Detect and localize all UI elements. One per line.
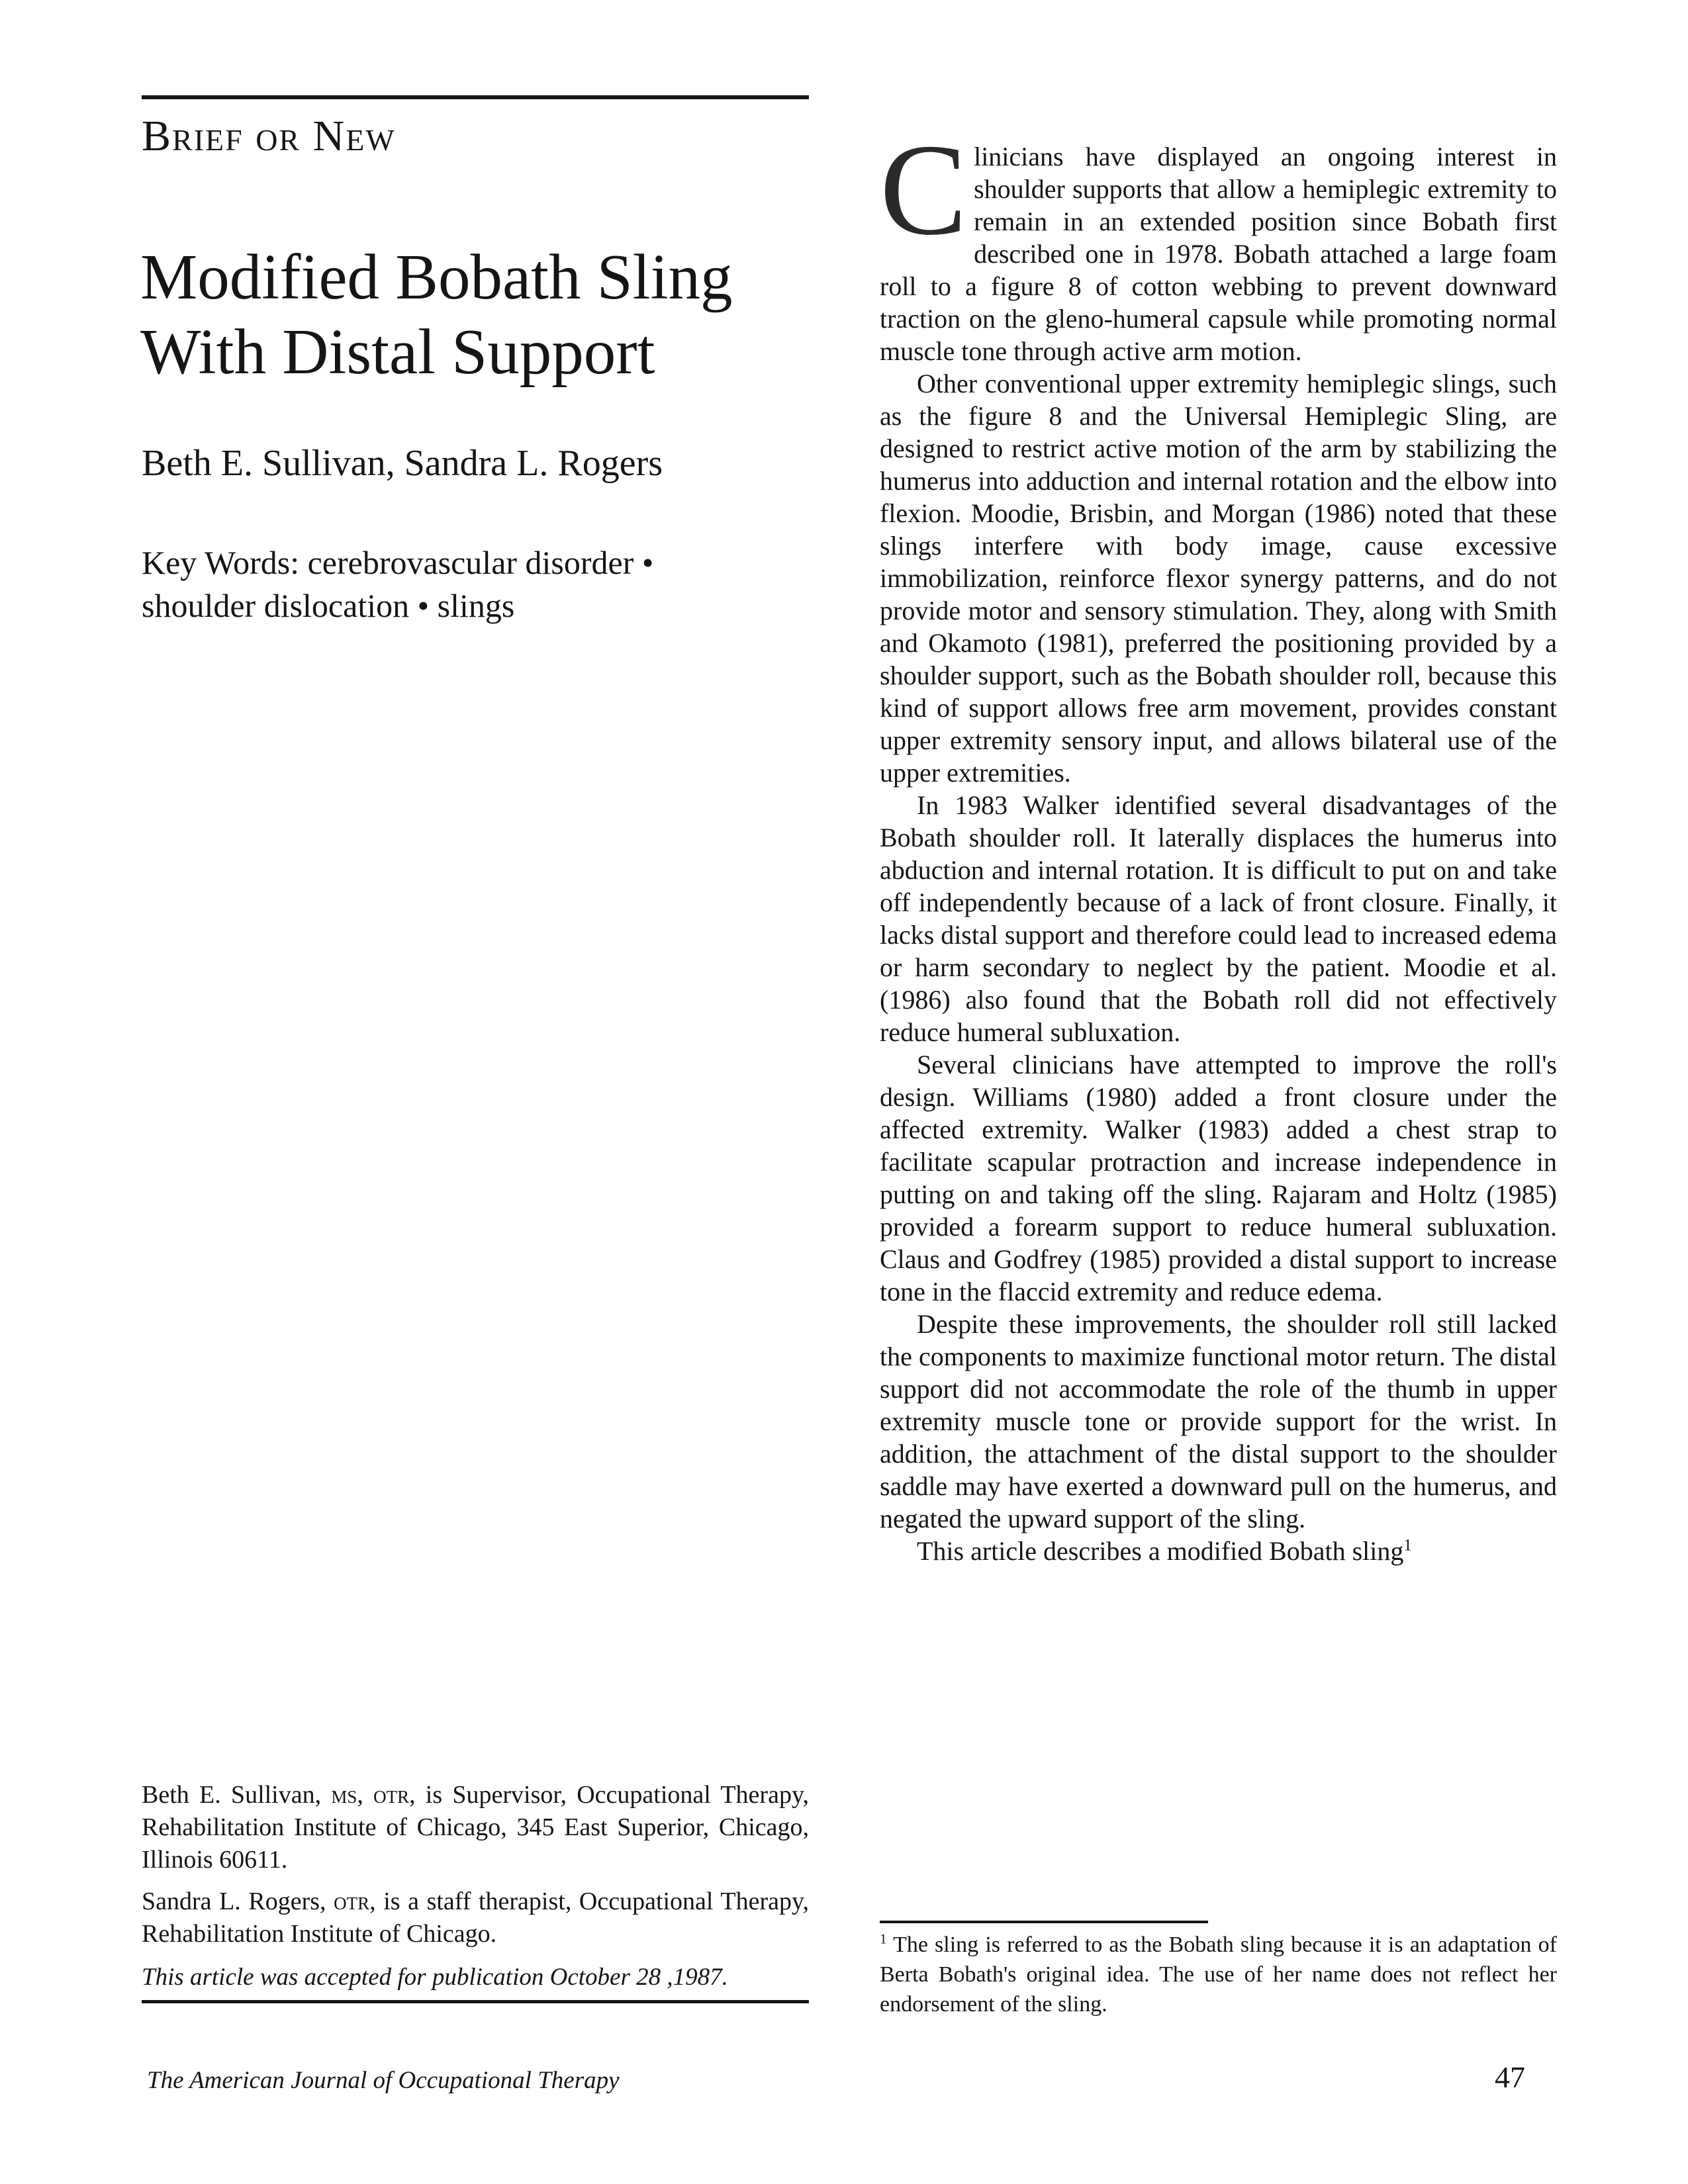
article-title-line-2: With Distal Support [140,316,655,387]
journal-name-footer: The American Journal of Occupational Therapy [147,2067,620,2094]
acceptance-note: This article was accepted for publication October 28 ,1987. [142,1964,728,1991]
affiliation-text: Sandra L. Rogers, [142,1888,334,1915]
article-body [880,117,1557,1567]
article-paragraph [880,117,1557,367]
footnote-divider-rule [880,1921,1208,1923]
affiliation-text: , is a staff therapist, Occupational Therapy, Rehabilitation Institute of Chicago. [142,1888,810,1948]
article-title-line-1: Modified Bobath Sling [140,242,733,312]
footer-divider-rule [142,2000,809,2003]
paragraph-text: This article describes a modified Bobath sling [917,1536,1404,1566]
author-affiliation [142,1886,809,1950]
section-divider-rule [142,95,809,99]
article-paragraph [880,1535,1557,1567]
footnote-body: The sling is referred to as the Bobath sling because it is an adaptation of Berta Bobath's original idea. The use of her name does not reflect her endorsement of the sling. [880,1933,1557,2017]
article-keywords: Key Words: cerebrovascular disorder • shoulder dislocation • slings [142,544,654,624]
footnote-marker: 1 [880,1931,887,1947]
drop-cap: C [880,117,968,262]
affiliation-credentials: ms, otr [331,1781,410,1809]
author-affiliation [142,1779,809,1876]
affiliation-credentials: otr [334,1888,370,1915]
affiliation-text: Beth E. Sullivan, [142,1781,332,1809]
affiliation-text: , is Supervisor, Occupational Therapy, Rehabilitation Institute of Chicago, 345 East Superior, Chicago, Illinois 60611. [142,1781,809,1874]
article-paragraph: In 1983 Walker identified several disadvantages of the Bobath shoulder roll. It laterally displaces the humerus into abduction and internal rotation. It is difficult to put on and take off independently because of a lack of front closure. Finally, it lacks distal support and therefore could lead to increased edema or harm secondary to neglect by the patient. Moodie et al. (1986) also found that the Bobath roll did not effectively reduce humeral subluxation. [880,790,1557,1047]
author-affiliations [142,1779,809,1960]
article-paragraph: Other conventional upper extremity hemiplegic slings, such as the figure 8 and the Universal Hemiplegic Sling, are designed to restrict active motion of the arm by stabilizing the humerus into adduction and internal rotation and the elbow into flexion. Moodie, Brisbin, and Morgan (1986) noted that these slings interfere with body image, cause excessive immobilization, reinforce flexor synergy patterns, and do not provide motor and sensory stimulation. They, along with Smith and Okamoto (1981), preferred the positioning provided by a shoulder support, such as the Bobath shoulder roll, because this kind of support allows free arm movement, provides constant upper extremity sensory input, and allows bilateral use of the upper extremities. [880,369,1557,788]
page-number: 47 [1495,2060,1525,2094]
article-title [140,240,822,389]
article-authors: Beth E. Sullivan, Sandra L. Rogers [142,443,663,484]
section-label: Brief or New [142,112,396,160]
article-paragraph: Several clinicians have attempted to improve the roll's design. Williams (1980) added a front closure under the affected extremity. Walker (1983) added a chest strap to facilitate scapular protraction and increase independence in putting on and taking off the sling. Rajaram and Holtz (1985) provided a forearm support to reduce humeral subluxation. Claus and Godfrey (1985) provided a distal support to increase tone in the flaccid extremity and reduce edema. [880,1050,1557,1306]
paragraph-text: linicians have displayed an ongoing interest in shoulder supports that allow a hemiplegic extremity to remain in an extended position since Bobath first described one in 1978. Bobath attached a large foam roll to a figure 8 of cotton webbing to prevent downward traction on the gleno-humeral capsule while promoting normal muscle tone through active arm motion. [880,142,1557,366]
footnote-reference: 1 [1403,1536,1412,1555]
article-paragraph: Despite these improvements, the shoulder roll still lacked the components to maximize functional motor return. The distal support did not accommodate the role of the thumb in upper extremity muscle tone or provide support for the wrist. In addition, the attachment of the distal support to the shoulder saddle may have exerted a downward pull on the humerus, and negated the upward support of the sling. [880,1309,1557,1533]
footnote-text [880,1930,1557,2019]
